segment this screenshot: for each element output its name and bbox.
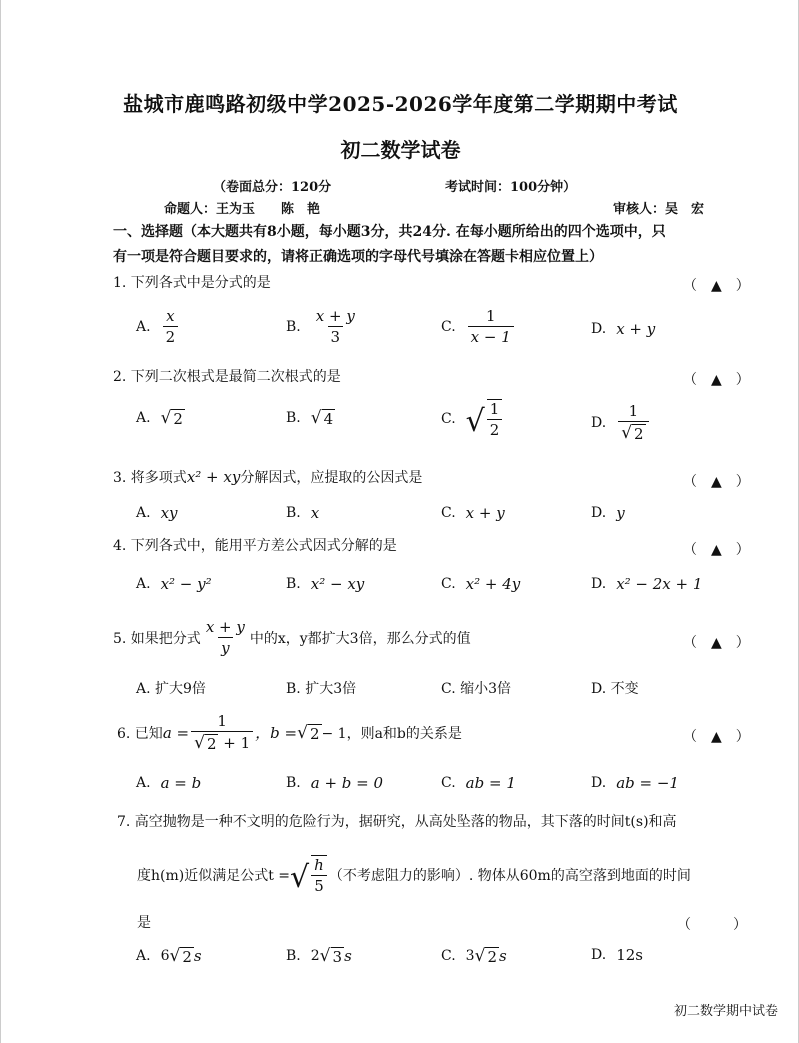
q3-option-c[interactable]: C. x + y (441, 504, 505, 522)
q2-option-a[interactable]: A. √ 2 (136, 408, 183, 428)
question-1-stem: 1. 下列各式中是分式的是 (113, 275, 271, 291)
q6-option-a[interactable]: A. a = b (136, 774, 202, 792)
q2-option-b[interactable]: B. √ 4 (286, 408, 334, 428)
radical: √ 4 (310, 408, 334, 428)
q1-option-b[interactable]: B. $\frac{x + y}{3}$ (286, 307, 360, 346)
radical: √ $\frac{1}{2}$ (466, 399, 505, 439)
section-heading: 一、选择题（本大题共有8小题，每小题3分，共24分. 在每小题所给出的四个选项中，只 (113, 224, 666, 240)
q6-option-b[interactable]: B. a + b = 0 (286, 774, 384, 792)
radical: √ 2 (160, 408, 183, 428)
fraction: 1 √ 2 (618, 402, 648, 443)
question-7-line-1: 7. 高空抛物是一种不文明的危险行为，据研究，从高处坠落的物品，其下落的时间t(s)和高 (117, 814, 677, 830)
q6-option-d[interactable]: D. ab = −1 (591, 774, 679, 792)
fraction: $\frac{x + y}{y}$ (205, 618, 245, 657)
q6-option-c[interactable]: C. ab = 1 (441, 774, 516, 792)
answer-mark-3: （ ▲ ） (683, 474, 750, 490)
question-7-line-2: 度h(m)近似满足公式t = √ $\frac{h}{5}$ （不考虑阻力的影响）. 物体从60m的高空落到地面的时间 (137, 856, 691, 895)
fraction: $\frac{1}{x - 1}$ (468, 307, 514, 346)
q7-option-c[interactable]: C. 3 √ 2 s (441, 946, 507, 966)
exam-reviewer: 审核人：吴 宏 (613, 202, 705, 217)
total-score: （卷面总分：120分 (213, 180, 332, 195)
answer-mark-5: （ ▲ ） (683, 635, 750, 651)
exam-subtitle: 初二数学试卷 (340, 138, 461, 162)
exam-author: 命题人：王为玉 陈 艳 (164, 202, 321, 217)
exam-title: 盐城市鹿鸣路初级中学2025-2026学年度第二学期期中考试 (123, 92, 678, 116)
fraction: $\frac{x + y}{3}$ (315, 307, 355, 346)
answer-mark-1: （ ▲ ） (683, 278, 750, 294)
question-4-stem: 4. 下列各式中，能用平方差公式因式分解的是 (113, 538, 397, 554)
q4-option-c[interactable]: C. x² + 4y (441, 575, 521, 593)
q3-option-b[interactable]: B. x (286, 504, 320, 522)
q5-option-d[interactable]: D. 不变 (591, 681, 639, 697)
q7-option-a[interactable]: A. 6 √ 2 s (136, 946, 202, 966)
q4-option-a[interactable]: A. x² − y² (136, 575, 212, 593)
answer-mark-4: （ ▲ ） (683, 542, 750, 558)
q1-option-a[interactable]: A. $\frac{x}{2}$ (136, 307, 180, 346)
q1-option-c[interactable]: C. $\frac{1}{x - 1}$ (441, 307, 516, 346)
radical: √ $\frac{h}{5}$ (290, 855, 329, 895)
q4-option-b[interactable]: B. x² − xy (286, 575, 365, 593)
q2-option-c[interactable]: C. √ $\frac{1}{2}$ (441, 399, 504, 439)
exam-time: 考试时间：100分钟） (445, 180, 577, 195)
question-5-stem: 5. 如果把分式 $\frac{x + y}{y}$ 中的x，y都扩大3倍，那么分式的值 (113, 618, 471, 657)
section-heading-2: 有一项是符合题目要求的，请将正确选项的字母代号填涂在答题卡相应位置上） (113, 249, 603, 265)
question-7-line-3: 是 (137, 915, 151, 931)
answer-mark-6: （ ▲ ） (683, 729, 750, 745)
q3-option-d[interactable]: D. y (591, 504, 625, 522)
question-6-stem: 6. 已知 a = 1 √ 2 + 1 ，b = √ 2 − 1，则a和b的关系是 (117, 712, 462, 753)
fraction: $\frac{x}{2}$ (163, 307, 179, 346)
q1-option-d[interactable]: D. x + y (591, 320, 656, 338)
question-2-stem: 2. 下列二次根式是最简二次根式的是 (113, 369, 341, 385)
page-footer: 初二数学期中试卷 (673, 1004, 778, 1019)
q5-option-c[interactable]: C. 缩小3倍 (441, 681, 512, 697)
fraction: 1 √ 2 + 1 (191, 712, 253, 753)
answer-mark-2: （ ▲ ） (683, 372, 750, 388)
q3-option-a[interactable]: A. xy (136, 504, 178, 522)
q4-option-d[interactable]: D. x² − 2x + 1 (591, 575, 703, 593)
answer-blank-7[interactable]: （ ） (677, 917, 747, 933)
q2-option-d[interactable]: D. 1 √ 2 (591, 402, 651, 443)
q7-option-d[interactable]: D. 12s (591, 946, 643, 964)
question-3-stem: 3. 将多项式x² + xy分解因式，应提取的公因式是 (113, 468, 423, 486)
q7-option-b[interactable]: B. 2 √ 3 s (286, 946, 352, 966)
q5-option-b[interactable]: B. 扩大3倍 (286, 681, 357, 697)
q5-option-a[interactable]: A. 扩大9倍 (136, 681, 206, 697)
